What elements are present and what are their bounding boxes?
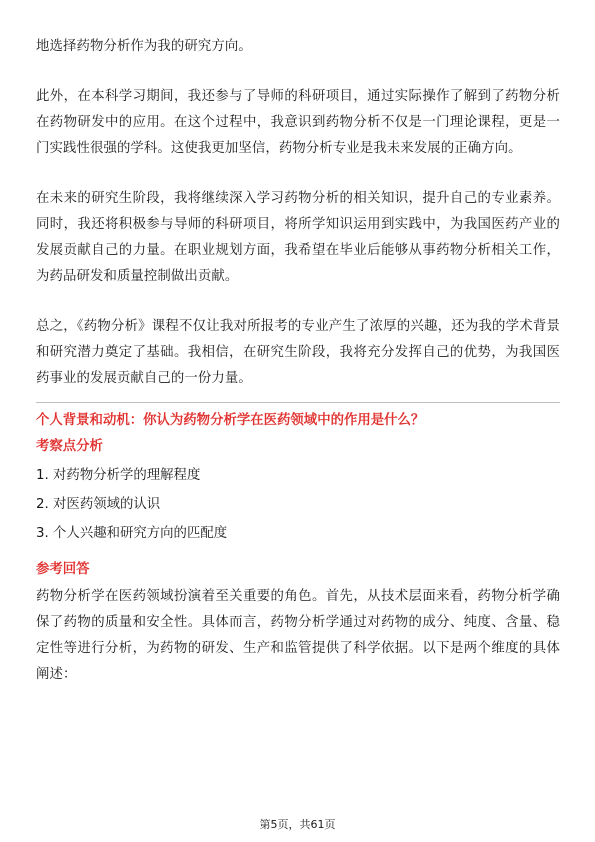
answer-text: 药物分析学在医药领域扮演着至关重要的角色。首先，从技术层面来看，药物分析学确保了药物的质量和安全性。具体而言，药物分析学通过对药物的成分、纯度、含量、稳定性等进行分析，为药物的研发、生产和监管提供了科学依据。以下是两个维度的具体阐述： bbox=[36, 589, 560, 682]
paragraph-conclusion: 总之，《药物分析》课程不仅让我对所报考的专业产生了浓厚的兴趣，还为我的学术背景和研究潜力奠定了基础。我相信，在研究生阶段，我将充分发挥自己的优势，为我国医药事业的发展贡献自己的一份力量。 bbox=[36, 319, 560, 386]
analysis-title: 考察点分析 bbox=[36, 439, 103, 454]
paragraph-future-plan: 在未来的研究生阶段，我将继续深入学习药物分析的相关知识，提升自己的专业素养。同时，我还将积极参与导师的科研项目，将所学知识运用到实践中，为我国医药产业的发展贡献自己的力量。在职业规划方面，我希望在毕业后能够从事药物分析相关工作，为药品研发和质量控制做出贡献。 bbox=[36, 191, 560, 284]
document-page bbox=[36, 34, 560, 688]
analysis-item: 3. 个人兴趣和研究方向的匹配度 bbox=[36, 526, 228, 541]
question-heading: 个人背景和动机：你认为药物分析学在医药领域中的作用是什么？ bbox=[36, 413, 425, 428]
page-number-footer: 第5页，共61页 bbox=[259, 818, 336, 831]
analysis-item: 2. 对医药领域的认识 bbox=[36, 497, 161, 512]
section-divider bbox=[36, 402, 560, 403]
answer-title: 参考回答 bbox=[36, 562, 90, 577]
analysis-item: 1. 对药物分析学的理解程度 bbox=[36, 468, 201, 483]
paragraph-research-experience: 此外，在本科学习期间，我还参与了导师的科研项目，通过实际操作了解到了药物分析在药物研发中的应用。在这个过程中，我意识到药物分析不仅是一门理论课程，更是一门实践性很强的学科。这使我更加坚信，药物分析专业是我未来发展的正确方向。 bbox=[36, 89, 560, 156]
paragraph-continuation: 地选择药物分析作为我的研究方向。 bbox=[36, 39, 252, 54]
